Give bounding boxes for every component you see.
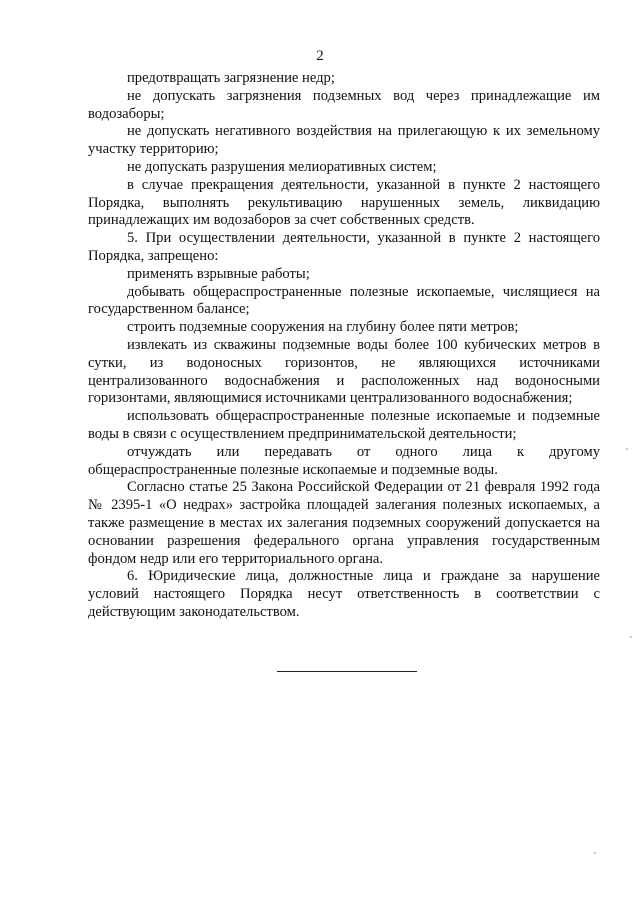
scan-speck: [626, 448, 628, 450]
page-number: 2: [316, 48, 324, 64]
paragraph-alienation: отчуждать или передавать от одного лица к другому общераспространенные полезные ископаемые и подземные воды.: [88, 443, 600, 478]
paragraph-state-balance-minerals: добывать общераспространенные полезные ископаемые, числящиеся на государственном балансе;: [88, 283, 600, 318]
paragraph-groundwater-pollution: не допускать загрязнения подземных вод через принадлежащие им водозаборы;: [88, 87, 600, 122]
paragraph-underground-structures: строить подземные сооружения на глубину более пяти метров;: [127, 319, 519, 336]
paragraph-recultivation: в случае прекращения деятельности, указанной в пункте 2 настоящего Порядка, выполнять рекультивацию нарушенных земель, ликвидацию принадлежащих им водозаборов за счет собственных средств.: [88, 176, 600, 229]
paragraph-item-6-liability: 6. Юридические лица, должностные лица и граждане за нарушение условий настоящего Порядка несут ответственность в соответствии с действующим законодательством.: [88, 568, 600, 620]
scan-speck: [630, 636, 632, 638]
paragraph-reclamation-systems: не допускать разрушения мелиоративных систем;: [127, 158, 437, 175]
paragraph-business-use: использовать общераспространенные полезные ископаемые и подземные воды в связи с осуществлением предпринимательской деятельности;: [88, 408, 600, 442]
paragraph-negative-impact: не допускать негативного воздействия на прилегающую к их земельному участку территорию;: [88, 123, 600, 158]
paragraph-groundwater-extraction: извлекать из скважины подземные воды более 100 кубических метров в сутки, из водоносных горизонтов, не являющихся источниками централизованного водоснабжения и расположенных над водоносными горизонтами, являющимися источниками централизованного водоснабжения;: [88, 336, 600, 407]
document-body: [88, 70, 600, 622]
paragraph-explosive-works: применять взрывные работы;: [127, 265, 310, 282]
paragraph-prevent-subsoil-pollution: предотвращать загрязнение недр;: [127, 70, 335, 86]
paragraph-article-25: Согласно статье 25 Закона Российской Федерации от 21 февраля 1992 года № 2395-1 «О недрах» застройка площадей залегания полезных ископаемых, а также размещение в местах их залегания подземных сооружений допускается на основании разрешения федерального органа управления государственным фондом недр или его территориального органа.: [88, 479, 600, 567]
paragraph-item-5-prohibited: 5. При осуществлении деятельности, указанной в пункте 2 настоящего Порядка, запрещено:: [88, 230, 600, 264]
scan-speck: [594, 852, 596, 854]
end-divider-line: [277, 671, 417, 672]
